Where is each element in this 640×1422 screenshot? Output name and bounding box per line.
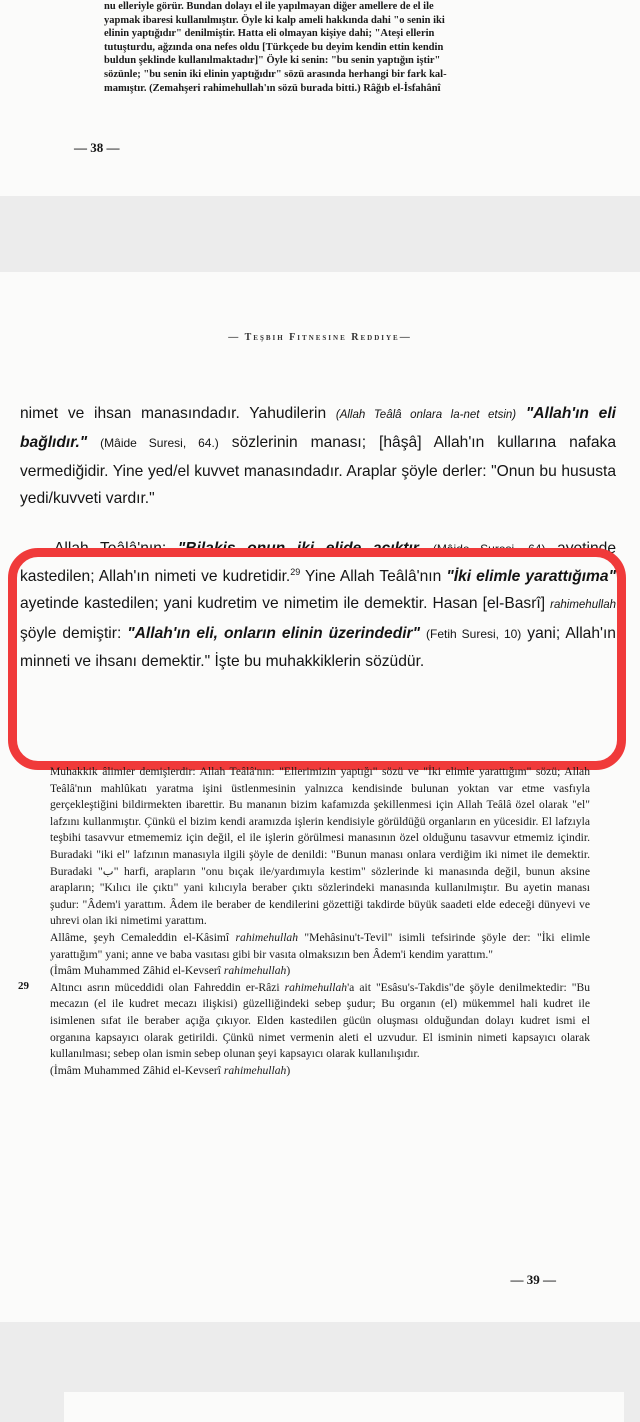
honorific: rahimehullah: [284, 980, 348, 994]
previous-page: [0, 0, 640, 196]
text-run: ): [286, 1063, 291, 1077]
text-run: sözlerinin manası; [hâşâ] Allah'ın kullarına nafaka vermediğidir. Yine yed/el kuvvet manasındadır. Araplar şöyle derler: "Onun bu hususta yedi/kuvveti vardır.": [20, 434, 616, 508]
running-header: — Teşbih Fitnesine Reddiye—: [228, 332, 412, 343]
verse-quote: "Allah'ın eli, onların elinin üzerindedir": [127, 624, 421, 642]
text-run: şöyle demiştir:: [20, 624, 128, 642]
body-text: [20, 400, 616, 676]
text-line: yapmak ibaresi kullanılmıştır. Öyle ki kalp ameli hakkında dahi "o senin iki: [104, 14, 445, 26]
footnote-text: [50, 980, 590, 1063]
footnote-attribution: [50, 1063, 590, 1080]
text-line: buldun şeklinde kullanılmaktadır]" Öyle ki senin: "bu senin yaptığın iştir": [104, 55, 441, 67]
page-number: — 39 —: [510, 1272, 556, 1287]
verse-quote: "İki elimle yarattığıma": [446, 568, 616, 586]
verse-reference: (Mâide Suresi, 64.): [100, 436, 219, 451]
text-run: nimet ve ihsan manasındadır. Yahudilerin: [20, 405, 336, 422]
footnote-text: [50, 930, 590, 963]
text-run: Altıncı asrın müceddidi olan Fahreddin er-Râzi: [50, 980, 285, 994]
text-run: [87, 434, 100, 451]
text-run: 'a ait "Esâsu's-Takdis"de şöyle denilmektedir: "Bu mecazın (el ile kudret mecazı ilişkisi) güzelliğindeki sebep şudur; Bu organın (el) mükemmel hali kudret ile isimlenen sıfat ile beraber açığa çıkıyor. Elden kastedilen gücün oluşması olduğundan dolayı kudret ismi el organına kapsayıcı olarak getirildi. Çünkü nimet vermenin aleti el uzvudur. El isminin nimeti kapsayıcı olarak kullanılması; sebep olan ismin sebep olunan şeyi kapsayıcı olarak kullanılışıdır.: [50, 980, 590, 1061]
honorific: rahimehullah: [223, 1063, 287, 1077]
text-run: (Allah Teâlâ onlara la-net etsin): [335, 409, 517, 421]
text-run: Allah Teâlâ'nın;: [54, 539, 178, 557]
current-page: [0, 272, 640, 1322]
previous-page-text: [104, 0, 622, 95]
honorific: rahimehullah: [223, 964, 287, 978]
honorific: rahimehullah: [550, 599, 616, 612]
text-run: "Mehâsinu't-Tevil" isimli tefsirinde şöyle der: "İki elimle yarattığım" yani; anne ve baba vasıtası gibi bir vasıta olmaksızın ben Âdem'i kendim yarattım.": [50, 930, 590, 961]
footnote-text: Muhakkik âlimler demişlerdir: Allah Teâlâ'nın: "Ellerimizin yaptığı" sözü ve "İki elimle yarattığım" sözü; Allah Teâlâ'nın mahlûkatı yaratma işini üstlenmesinin yalnızca kendisinde bulunan yoktan var etme vasfıyla gerçekleştiğini bildirmekten ibarettir. Bu mananın bizim kafamızda şekillenmesi için Allah Teâlâ özel olarak "el" lafzını kullanmıştır. Çünkü el bizim kendi aramızda işlerin kendisiyle görüldüğü organların en yücesidir. El lafzıyla teşbihi tasavvur etmememiz için değil, el ile işlerin görülmesi manasının özel olduğunu tasavvur etmemiz içindir. Buradaki "iki el" lafzının manasıyla ilgili şöyle de denildi: "Bunun manası onlara verdiğim iki nimet ile demektir. Buradaki "ب" harfi, arapların "onu bıçak ile/yardımıyla kestim" sözlerinde ki manasında değil, bunun aksine arapların; "Kılıcı ile çıktı" yani kılıcıyla beraber çıktı sözlerindeki manasında kullanılmıştır. Bu ayetin manası şudur: "Âdem'i yarattım. Âdem ile beraber de kendilerini gözettiği takdirde büyük saadeti elde edeceği dünyevi ve uhrevi olan iki nimetimi yarattım.: [50, 765, 590, 928]
text-line: tutuşturdu, ağzında ona nefes oldu [Türkçede bu deyim kendin ettin kendin: [104, 41, 444, 53]
text-line: elinin yaptığıdır" denilmiştir. Hatta eli olmayan kişiye dahi; "Ateşi ellerin: [104, 28, 435, 40]
verse-reference: (Mâide: [422, 541, 481, 556]
text-line: mamıştır. (Zemahşeri rahimehullah'ın sözü burada bitti.) Râğıb el-İsfahânî: [104, 82, 441, 94]
text-run: Yine Allah Teâlâ'nın: [300, 568, 447, 586]
honorific: rahimehullah: [235, 930, 299, 944]
text-run: Allâme, şeyh Cemaleddin el-Kâsimî: [50, 930, 236, 944]
paragraph-2: [20, 535, 616, 676]
footnote-28: [50, 764, 590, 980]
footnote-29: [18, 979, 590, 1080]
verse-reference: Suresi, 64): [480, 541, 546, 556]
verse-reference: (Fetih Suresi, 10): [426, 626, 522, 641]
page-number: — 38 —: [74, 140, 120, 155]
text-run: (İmâm Muhammed Zâhid el-Kevserî: [50, 1063, 224, 1077]
text-run: ayetinde kastedilen; Allah'ın nimeti ve kudretidir.: [20, 539, 617, 586]
verse-quote: "Bilakis onun iki elide açıktır.: [177, 539, 423, 557]
text-run: ayetinde kastedilen; yani kudretim ve nimetim ile demektir. Hasan [el-Basrî]: [20, 595, 551, 613]
text-line: nu elleriyle görür. Bundan dolayı el ile yapılmayan diğer amellere de el ile: [104, 1, 434, 12]
text-run: (İmâm Muhammed Zâhid el-Kevserî: [50, 964, 224, 978]
footnote-number: 29: [18, 979, 29, 992]
text-run: yani; Allah'ın minneti ve ihsanı demektir." İşte bu muhakkiklerin sözüdür.: [20, 624, 616, 671]
paragraph-1: [20, 400, 616, 513]
footnote-marker[interactable]: 29: [290, 566, 301, 577]
verse-quote: "Allah'ın eli bağlıdır.": [20, 405, 616, 452]
text-run: [516, 405, 526, 422]
footnote-attribution: [50, 963, 590, 980]
text-line: sözünle; "bu senin iki elinin yaptığıdır" sözü arasında herhangi bir fark kal-: [104, 68, 447, 80]
footnotes: [18, 764, 590, 1079]
next-page-edge: [64, 1392, 624, 1422]
text-run: ): [286, 964, 291, 978]
